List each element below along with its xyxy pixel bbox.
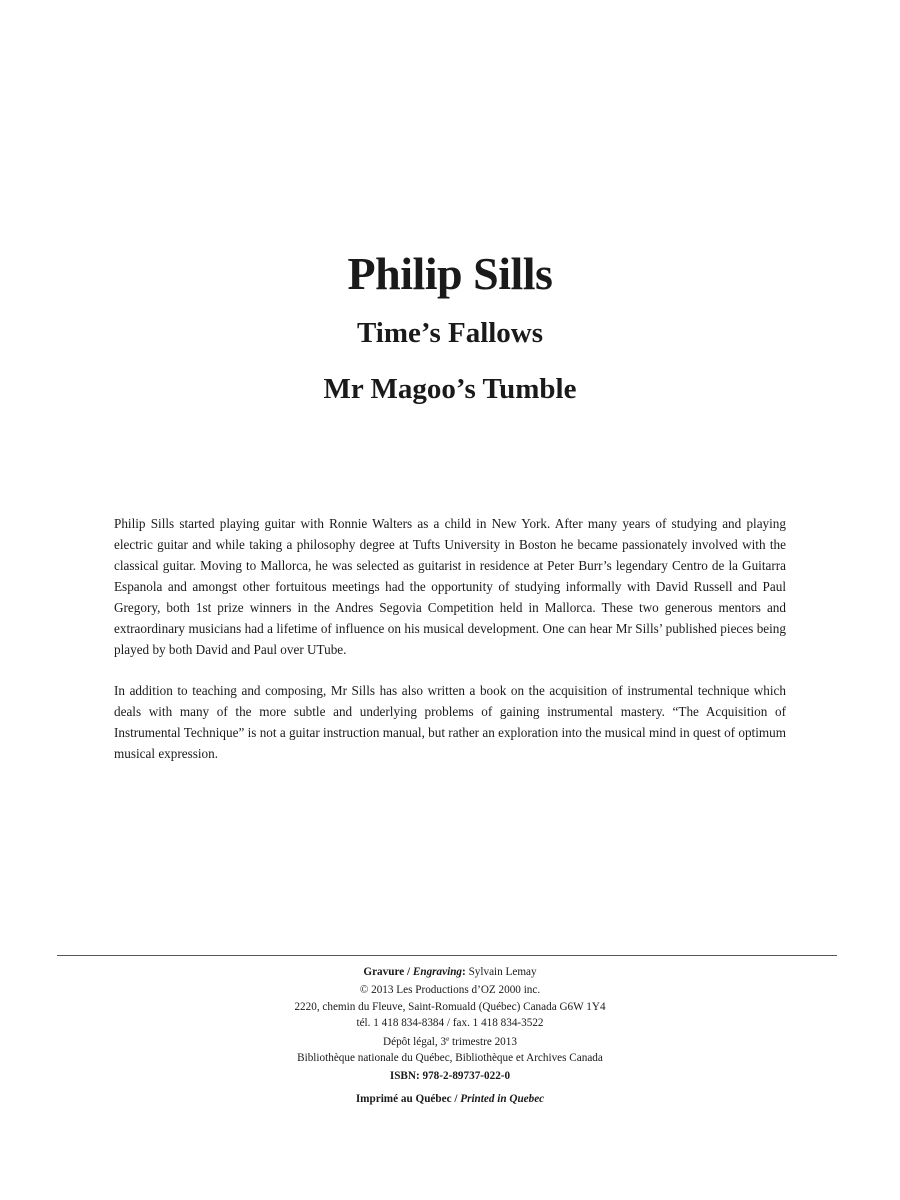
libraries-line: Bibliothèque nationale du Québec, Bibliothèque et Archives Canada [297, 1052, 603, 1065]
bio-paragraph-2: In addition to teaching and composing, Mr Sills has also written a book on the acquisition of instrumental technique which deals with many of the more subtle and underlying problems of gaining instrumental mastery. “The Acquisition of Instrumental Technique” is not a guitar instruction manual, but rather an exploration into the musical mind in quest of optimum musical expression. [114, 683, 786, 761]
printed-separator: / [451, 1092, 461, 1105]
copyright-line: © 2013 Les Productions d’OZ 2000 inc. [359, 984, 541, 997]
engraving-separator: / [404, 966, 413, 978]
isbn: ISBN: 978-2-89737-022-0 [389, 1070, 511, 1083]
bio-paragraph-1: Philip Sills started playing guitar with Ronnie Walters as a child in New York. After many years of studying and playing electric guitar and while taking a philosophy degree at Tufts University in Boston he became passionately involved with the classical guitar. Moving to Mallorca, he was selected as guitarist in residence at Peter Burr’s legendary Centro de la Guitarra Espanola and amongst other fortuitous meetings had the opportunity of studying informally with David Russell and Paul Gregory, both 1st prize winners in the Andres Segovia Competition held in Mallorca. These two generous mentors and extraordinary musicians had a lifetime of influence on his musical development. One can hear Mr Sills’ published pieces being played by both David and Paul over UTube. [114, 516, 786, 657]
printed-in [0, 1091, 900, 1107]
engraving-label-fr: Gravure [363, 966, 405, 978]
engraving-credit [0, 964, 900, 980]
publisher-phone: tél. 1 418 834-8384 / fax. 1 418 834-3522 [356, 1017, 544, 1030]
biography [114, 513, 786, 784]
title-block [0, 243, 900, 417]
engraving-label-en: Engraving [412, 966, 463, 978]
legal-deposit [0, 1034, 900, 1050]
legal-deposit-superscript: e [446, 1034, 450, 1043]
printed-in-en: Printed in Quebec [460, 1092, 545, 1105]
colophon [0, 964, 900, 1107]
legal-deposit-prefix: Dépôt légal, 3 [383, 1035, 447, 1048]
piece-title-2: Mr Magoo’s Tumble [323, 373, 577, 405]
composer-name: Philip Sills [347, 248, 553, 299]
printed-in-fr: Imprimé au Québec [355, 1092, 452, 1105]
legal-deposit-suffix: trimestre 2013 [449, 1035, 517, 1048]
engraver-name: Sylvain Lemay [468, 966, 537, 978]
publisher-address: 2220, chemin du Fleuve, Saint-Romuald (Québec) Canada G6W 1Y4 [294, 1000, 606, 1013]
divider-line [57, 955, 837, 956]
engraving-colon: : [462, 966, 469, 978]
piece-title-1: Time’s Fallows [356, 317, 544, 349]
